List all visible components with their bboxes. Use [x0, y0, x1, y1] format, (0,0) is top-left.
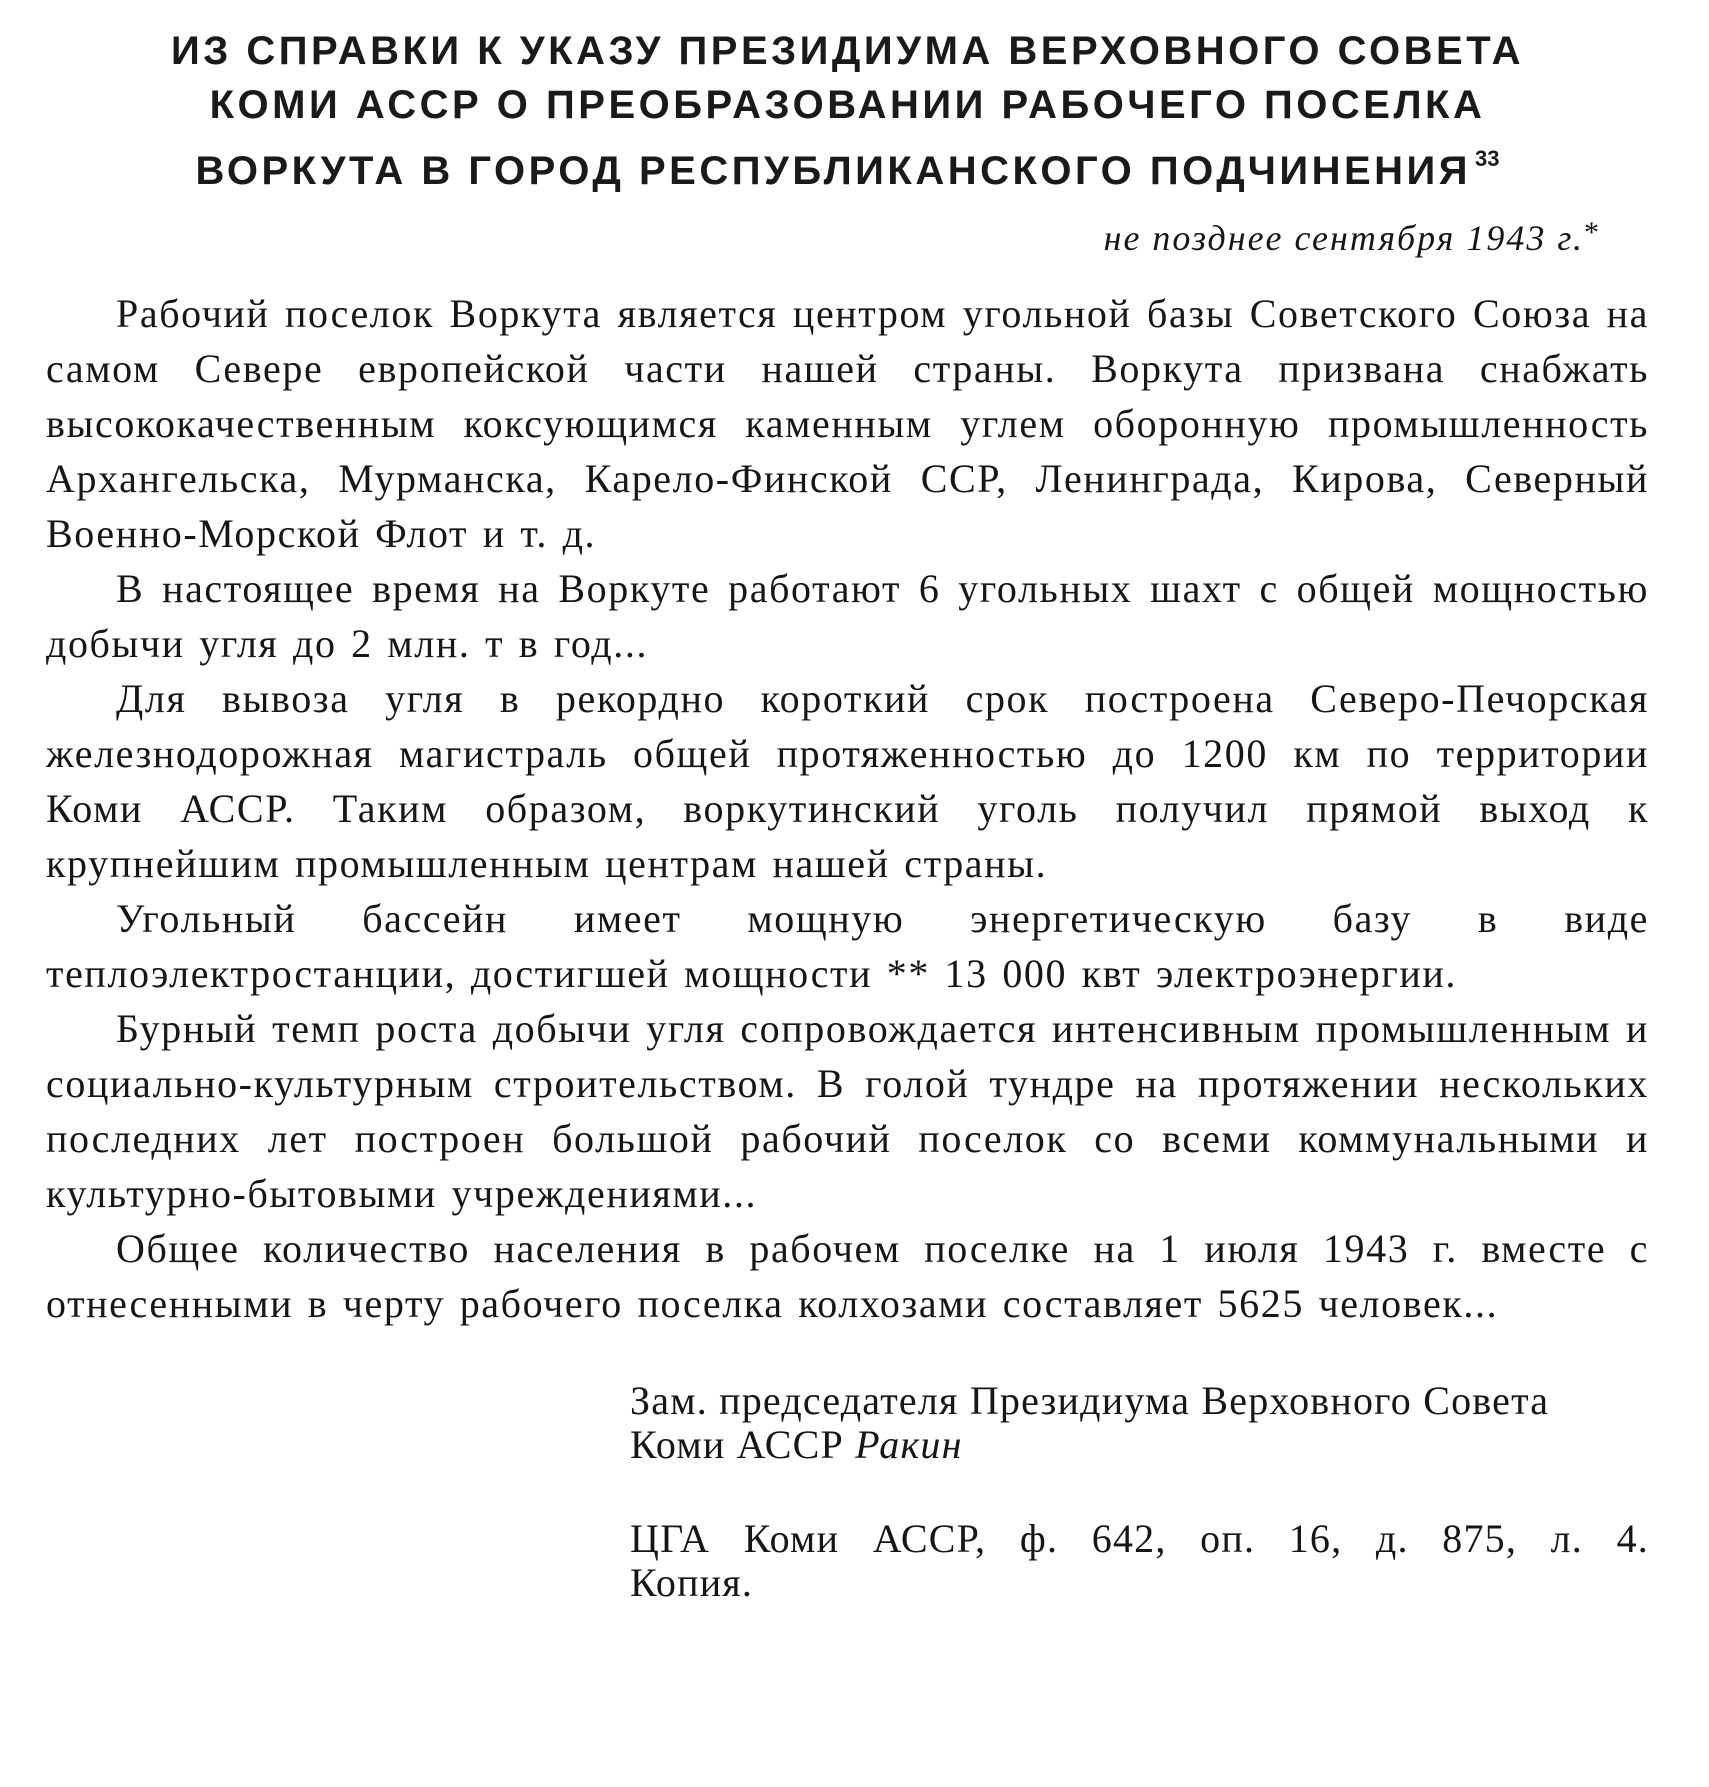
signatory-name: Ракин	[855, 1422, 963, 1467]
date-text: не позднее сентября 1943 г.	[1103, 218, 1584, 258]
title-line-3	[46, 132, 1649, 198]
archive-reference	[630, 1517, 1649, 1605]
signatory-region: Коми АССР	[630, 1422, 844, 1467]
title-line-3-text: ВОРКУТА В ГОРОД РЕСПУБЛИКАНСКОГО ПОДЧИНЕНИЯ	[195, 149, 1472, 193]
signatory-position: Зам. председателя Президиума Верховного Совета	[630, 1378, 1550, 1423]
document-title	[46, 14, 1649, 198]
signatory-line-2	[630, 1423, 1649, 1467]
document-body	[46, 286, 1649, 1331]
archive-copy-note: Копия.	[630, 1560, 754, 1605]
archive-citation: ЦГА Коми АССР, ф. 642, оп. 16, д. 875, л. 4.	[630, 1516, 1649, 1561]
document-date	[46, 216, 1601, 256]
date-footnote-mark: *	[1584, 216, 1601, 249]
body-paragraph: Бурный темп роста добычи угля сопровождается интенсивным промышленным и социально-культурным строительством. В голой тундре на протяжении нескольких последних лет построен большой рабочий поселок со всеми коммунальными и культурно-бытовыми учреждениями...	[46, 1006, 1649, 1216]
title-line-1: ИЗ СПРАВКИ К УКАЗУ ПРЕЗИДИУМА ВЕРХОВНОГО СОВЕТА	[171, 29, 1524, 73]
body-paragraph: Рабочий поселок Воркута является центром угольной базы Советского Союза на самом Севере европейской части нашей страны. Воркута призвана снабжать высококачественным коксующимся каменным углем оборонную промышленность Архангельска, Мурманска, Карело-Финской ССР, Ленинграда, Кирова, Северный Военно-Морской Флот и т. д.	[46, 291, 1649, 556]
footnote-reference: 33	[1475, 146, 1500, 171]
body-paragraph: Угольный бассейн имеет мощную энергетическую базу в виде теплоэлектростанции, достигшей мощности ** 13 000 квт электроэнергии.	[46, 896, 1649, 996]
body-paragraph: Общее количество населения в рабочем поселке на 1 июля 1943 г. вместе с отнесенными в черту рабочего поселка колхозами составляет 5625 человек...	[46, 1226, 1649, 1326]
body-paragraph: Для вывоза угля в рекордно короткий срок построена Северо-Печорская железнодорожная магистраль общей протяженностью до 1200 км по территории Коми АССР. Таким образом, воркутинский уголь получил прямой выход к крупнейшим промышленным центрам нашей страны.	[46, 676, 1649, 886]
title-line-2: КОМИ АССР О ПРЕОБРАЗОВАНИИ РАБОЧЕГО ПОСЕЛКА	[209, 83, 1486, 127]
body-paragraph: В настоящее время на Воркуте работают 6 угольных шахт с общей мощностью добычи угля до 2 млн. т в год...	[46, 566, 1649, 666]
signature-block	[630, 1379, 1649, 1467]
